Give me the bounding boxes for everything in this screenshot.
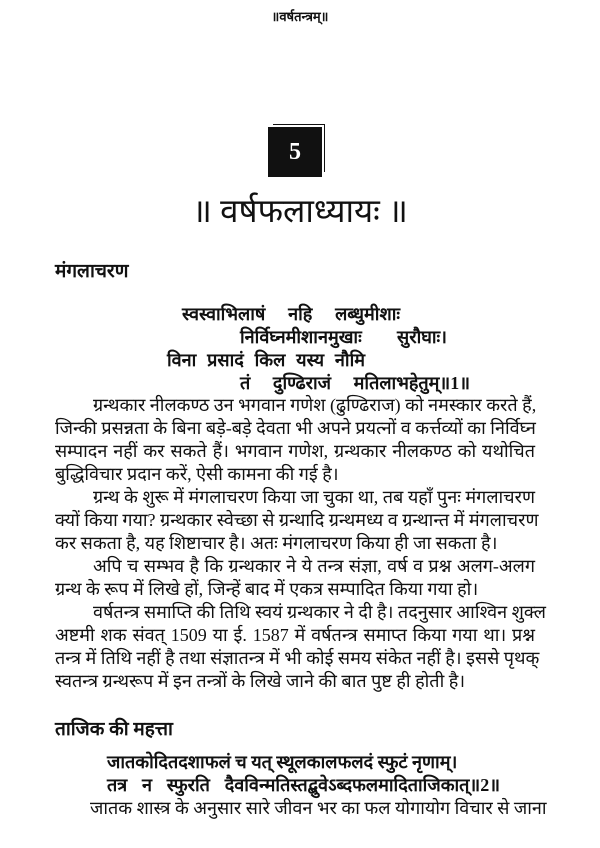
paragraph-line: ग्रन्थ के शुरू में मंगलाचरण किया जा चुका था, तब यहाँ पुनः मंगलाचरण [93, 487, 535, 507]
paragraph-line: स्वतन्त्र ग्रन्थरूप में इन तन्त्रों के लिखे जाने की बात पुष्ट ही होती है। [55, 671, 466, 691]
paragraph-line: अष्टमी शक संवत् 1509 या ई. 1587 में वर्षतन्त्र समाप्त किया गया था। प्रश्न [55, 625, 535, 645]
running-header: ॥वर्षतन्त्रम्॥ [271, 9, 329, 24]
paragraph-line: जातक शास्त्र के अनुसार सारे जीवन भर का फल योगायोग विचार से जाना [90, 798, 547, 818]
paragraph-line: ग्रन्थकार नीलकण्ठ उन भगवान गणेश (ढुण्ढिराज) को नमस्कार करते हैं, [93, 395, 537, 415]
verse-line: तं दुण्ढिराजं मतिलाभहेतुम्॥1॥ [240, 373, 470, 393]
verse-line: निर्विघ्नमीशानमुखाः सुरौघाः। [240, 327, 447, 347]
paragraph-line: सम्पादन नहीं कर सकते हैं। भगवान गणेश, ग्रन्थकार नीलकण्ठ को यथोचित [55, 441, 535, 461]
section-heading: ताजिक की महत्ता [55, 719, 173, 740]
section-heading: मंगलाचरण [55, 261, 129, 282]
verse-line: विना प्रसादं किल यस्य नौमि [167, 350, 365, 370]
paragraph-line: तन्त्र में तिथि नहीं है तथा संज्ञातन्त्र में भी कोई समय संकेत नहीं है। इससे पृथक् [55, 648, 540, 668]
paragraph-line: कर सकता है, यह शिष्टाचार है। अतः मंगलाचरण किया ही जा सकता है। [55, 533, 498, 553]
paragraph-line: वर्षतन्त्र समाप्ति की तिथि स्वयं ग्रन्थकार ने दी है। तदनुसार आश्विन शुक्ल [93, 602, 546, 622]
paragraph-line: जिन्की प्रसन्नता के बिना बड़े-बड़े देवता भी अपने प्रयत्नों व कर्त्तव्यों का निर्विघ्न [55, 418, 536, 438]
paragraph-line: बुद्धिविचार प्रदान करें, ऐसी कामना की गई है। [55, 464, 339, 484]
verse-line: तत्र न स्फुरति दैवविन्मतिस्तद्बुवेऽब्दफलमादिताजिकात्॥2॥ [107, 775, 500, 795]
paragraph-line: ग्रन्थ के रूप में लिखे हों, जिन्हें बाद में एकत्र सम्पादित किया गया हो। [55, 579, 479, 599]
chapter-number-box: 5 [268, 127, 322, 177]
chapter-title: ॥ वर्षफलाध्यायः ॥ [192, 194, 408, 230]
paragraph-line: क्यों किया गया? ग्रन्थकार स्वेच्छा से ग्रन्थादि ग्रन्थमध्य व ग्रन्थान्त में मंगलाचरण [55, 510, 539, 530]
verse-line: स्वस्वाभिलाषं नहि लब्धुमीशाः [182, 304, 400, 324]
verse-line: जातकोदितदशाफलं च यत् स्थूलकालफलदं स्फुटं नृणाम्। [107, 752, 458, 772]
paragraph-line: अपि च सम्भव है कि ग्रन्थकार ने ये तन्त्र संज्ञा, वर्ष व प्रश्न अलग-अलग [93, 556, 535, 576]
